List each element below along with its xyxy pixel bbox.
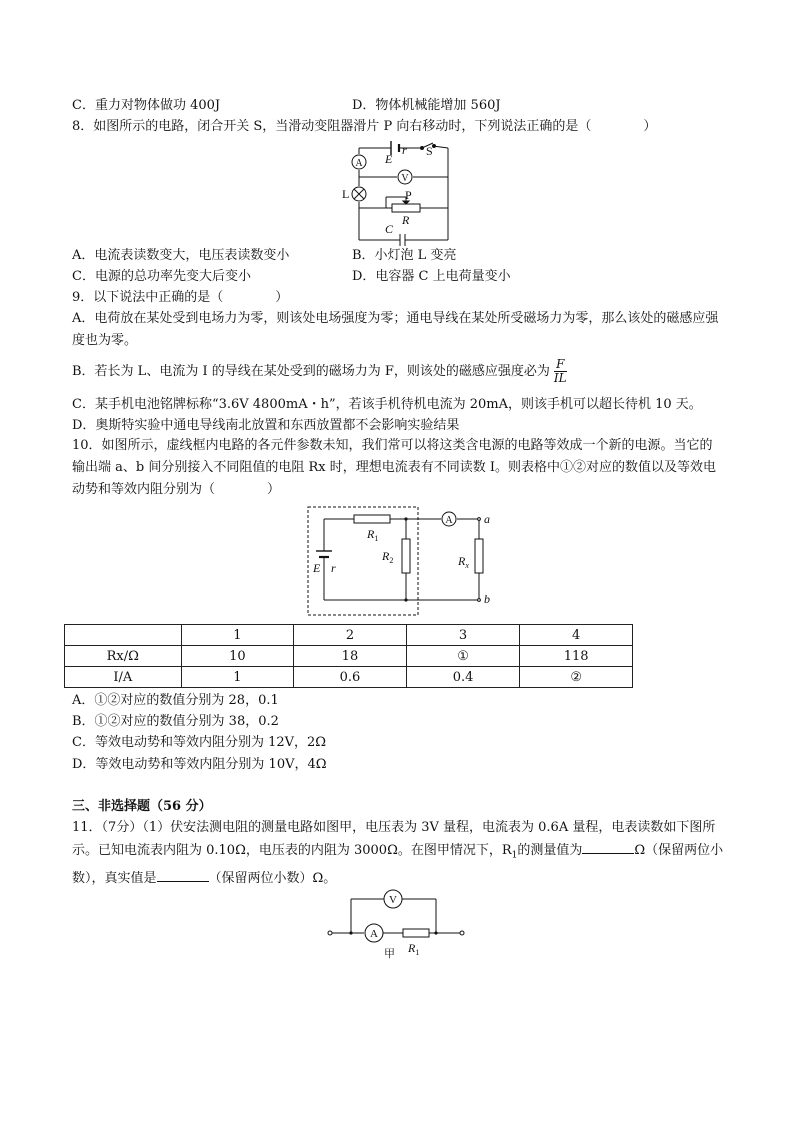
q11-label-r1: $R_1$ [408,941,420,957]
q9-option-d: D．奥斯特实验中通电导线南北放置和东西放置都不会影响实验结果 [72,418,460,433]
q10-label-a: a [484,512,490,526]
q10-label-r: r [331,561,336,575]
q7-option-d: D．物体机械能增加 560J [352,98,501,113]
q8-label-lamp: L [342,187,350,201]
table-row [65,667,633,688]
q8-label-r-rheostat: R [402,213,410,227]
q11-text-1: 11．（7分）（1）伏安法测电阻的测量电路如图甲，电压表为 3V 量程，电流表为 0.6A 量程，电表读数如下图所示。已知电流表内阻为 0.10Ω，电压表的内阻为 3000Ω。在图甲情况下，R [72,820,716,858]
table-cell: ② [520,667,633,688]
q10-label-rx: $R_x$ [458,554,469,570]
q9-fraction-den: IL [553,371,567,385]
ammeter-icon: A [445,515,453,526]
table-cell: I/A [65,667,182,688]
q10-option-c: C．等效电动势和等效内阻分别为 12V，2Ω [72,735,327,750]
table-cell: 118 [520,646,633,667]
q11-blank-measured [582,839,634,854]
q9-fraction [554,358,567,385]
q8-label-r: r [402,143,407,157]
table-cell: 1 [181,667,294,688]
q10-label-r1: $R_1$ [367,527,379,543]
q11-text-2: 的测量值为 [517,843,583,858]
q11-text-4: （保留两位小数）Ω。 [208,870,337,886]
q10-option-d: D．等效电动势和等效内阻分别为 10V，4Ω [72,757,327,772]
q8-circuit-diagram [336,136,466,248]
q10-label-b: b [484,592,490,606]
voltmeter-icon: V [389,894,397,906]
table-cell: Rx/Ω [65,646,182,667]
table-cell [65,625,182,646]
q9-option-a: A．电荷放在某处受到电场力为零，则该处电场强度为零；通电导线在某处所受磁场力为零，那么该处的磁感应强度也为零。 [72,311,719,348]
q11-blank-true [157,867,209,882]
table-cell: ① [406,646,520,667]
q10-data-table [64,624,633,688]
table-cell: 3 [406,625,520,646]
q8-option-b: B．小灯泡 L 变亮 [352,248,457,263]
table-cell: 0.4 [406,667,520,688]
q8-option-a: A．电流表读数变大，电压表读数变小 [72,248,290,263]
q8-label-s: S [426,144,433,158]
q11-stem [72,817,724,890]
q10-label-r2: $R_2$ [382,549,394,565]
table-row [65,646,633,667]
q8-label-e: E [385,152,393,166]
q8-stem: 8．如图所示的电路，闭合开关 S，当滑动变阻器滑片 P 向右移动时，下列说法正确的是（ ） [72,119,657,134]
q8-option-d: D．电容器 C 上电荷量变小 [352,269,511,284]
table-cell: 18 [294,646,407,667]
table-cell: 0.6 [294,667,407,688]
q9-option-b [72,357,567,387]
q10-label-e: E [313,561,321,575]
q10-circuit-diagram [306,505,506,617]
q10-stem: 10．如图所示，虚线框内电路的各元件参数未知，我们常可以将这类含电源的电路等效成一个新的电源。当它的输出端 a、b 间分别接入不同阻值的电阻 Rx 时，理想电流表有不同读数 I。则表格中①②对应的数值以及等效电动势和等效内阻分别为（ ） [72,438,716,497]
q9-fraction-num: F [556,357,565,371]
q7-option-c: C．重力对物体做功 400J [72,98,221,113]
table-cell: 2 [294,625,407,646]
ammeter-icon: A [370,928,378,940]
table-cell: 4 [520,625,633,646]
q9-stem: 9．以下说法中正确的是（ ） [72,290,289,305]
section-title: 三、非选择题（56 分） [72,799,212,814]
q9-option-b-text: B．若长为 L、电流为 I 的导线在某处受到的磁场力为 F，则该处的磁感应强度必为 [72,364,550,379]
voltmeter-icon: V [401,173,409,184]
q11-text-3: Ω（保留两位小数），真实值是 [72,843,724,886]
q11-caption: 甲 [384,948,395,960]
table-cell: 1 [181,625,294,646]
q9-option-c: C．某手机电池铭牌标称“3.6V 4800mA・h”，若该手机待机电流为 20mA，则该手机可以超长待机 10 天。 [72,397,702,412]
q8-option-c: C．电源的总功率先变大后变小 [72,269,251,284]
q8-label-c: C [385,222,394,236]
table-row [65,625,633,646]
q11-circuit-diagram [324,885,474,960]
ammeter-icon: A [355,158,363,169]
q10-option-b: B．①②对应的数值分别为 38，0.2 [72,714,279,729]
q10-option-a: A．①②对应的数值分别为 28，0.1 [72,693,279,708]
q11-subscript: 1 [511,850,518,861]
table-cell: 10 [181,646,294,667]
q8-label-p: P [405,188,412,202]
